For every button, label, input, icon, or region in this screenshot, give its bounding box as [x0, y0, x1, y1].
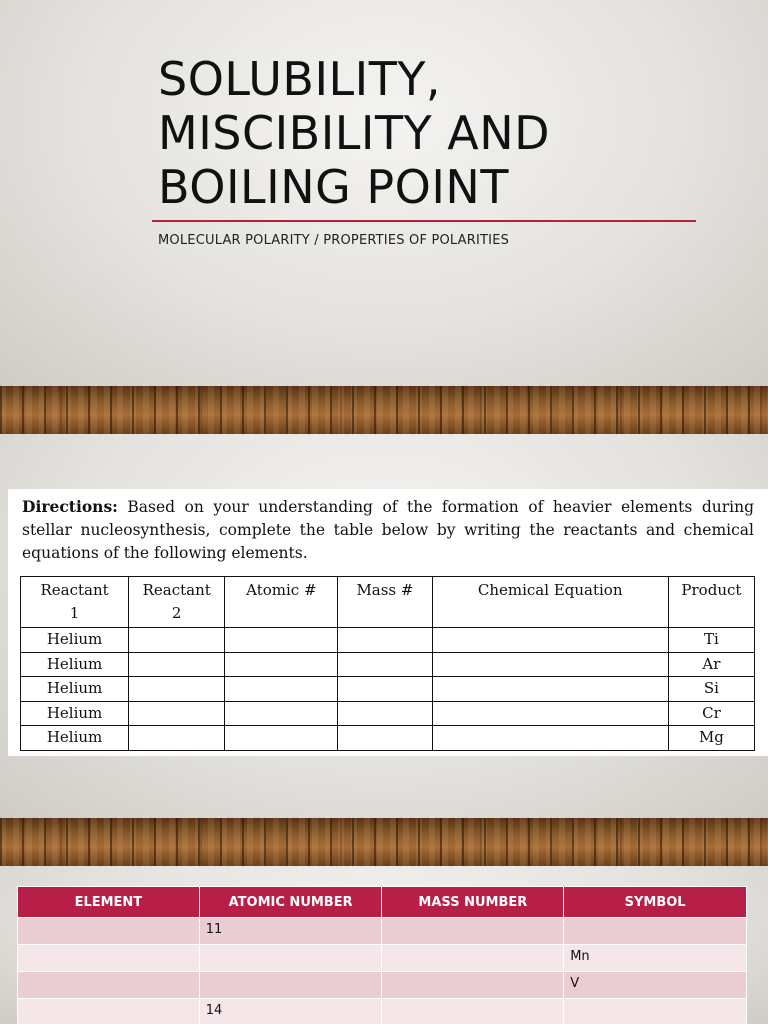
- table-cell: [225, 701, 338, 726]
- table-cell: [129, 652, 225, 677]
- table-row: [21, 701, 755, 726]
- col-header: Reactant 1: [21, 577, 129, 628]
- title-line-1: SOLUBILITY,: [158, 52, 442, 106]
- wood-floor-divider: [0, 386, 768, 434]
- directions-label: Directions:: [22, 497, 118, 516]
- table-cell: [199, 972, 382, 999]
- table-cell: [564, 918, 747, 945]
- table-row: [18, 945, 747, 972]
- table-row: [18, 918, 747, 945]
- wood-floor-divider: [0, 818, 768, 866]
- worksheet-slide: [0, 434, 768, 818]
- table-cell: [18, 972, 200, 999]
- table-cell: [338, 677, 432, 702]
- title-slide: [0, 0, 768, 386]
- table-cell: [338, 652, 432, 677]
- table-cell: Helium: [21, 652, 129, 677]
- table-cell: [432, 726, 668, 751]
- table-cell: [129, 726, 225, 751]
- col-header: ELEMENT: [18, 887, 200, 918]
- table-header-row: [21, 577, 755, 628]
- table-cell: [382, 999, 564, 1024]
- col-header: ATOMIC NUMBER: [199, 887, 382, 918]
- col-header: MASS NUMBER: [382, 887, 564, 918]
- col-header: Reactant 2: [129, 577, 225, 628]
- element-table-slide: [0, 866, 768, 1024]
- table-row: [21, 726, 755, 751]
- table-cell: [382, 945, 564, 972]
- table-cell: [432, 701, 668, 726]
- col-header: Mass #: [338, 577, 432, 628]
- table-cell: [225, 652, 338, 677]
- table-cell: [564, 999, 747, 1024]
- table-cell: V: [564, 972, 747, 999]
- table-row: [21, 677, 755, 702]
- slide-title: [158, 52, 718, 214]
- directions-body: Based on your understanding of the formation of heavier elements during stellar nucleosynthesis, complete the table below by writing the reactants and chemical equations of the following elements.: [22, 498, 754, 562]
- col-header: Product: [668, 577, 754, 628]
- table-cell: Si: [668, 677, 754, 702]
- directions-text: [22, 495, 754, 565]
- table-cell: Helium: [21, 677, 129, 702]
- table-cell: [225, 726, 338, 751]
- table-header-row: [18, 887, 747, 918]
- table-cell: 11: [199, 918, 382, 945]
- table-cell: [225, 677, 338, 702]
- table-cell: [338, 628, 432, 653]
- table-cell: Mn: [564, 945, 747, 972]
- table-cell: [432, 652, 668, 677]
- col-header: Atomic #: [225, 577, 338, 628]
- element-table: [17, 886, 747, 1024]
- col-header: Chemical Equation: [432, 577, 668, 628]
- table-cell: Helium: [21, 701, 129, 726]
- table-cell: 14: [199, 999, 382, 1024]
- table-cell: [18, 945, 200, 972]
- title-line-2: MISCIBILITY AND: [158, 106, 551, 160]
- table-cell: [18, 918, 200, 945]
- table-cell: [432, 677, 668, 702]
- table-cell: Mg: [668, 726, 754, 751]
- table-cell: [432, 628, 668, 653]
- table-cell: [199, 945, 382, 972]
- slide-subtitle: MOLECULAR POLARITY / PROPERTIES OF POLARITIES: [158, 233, 510, 248]
- nucleosynthesis-table: [20, 576, 755, 751]
- table-cell: [18, 999, 200, 1024]
- table-cell: Helium: [21, 726, 129, 751]
- table-cell: Cr: [668, 701, 754, 726]
- table-cell: Helium: [21, 628, 129, 653]
- col-header: SYMBOL: [564, 887, 747, 918]
- table-row: [18, 972, 747, 999]
- table-cell: [129, 628, 225, 653]
- title-line-3: BOILING POINT: [158, 160, 509, 214]
- table-row: [18, 999, 747, 1024]
- worksheet-image: [8, 489, 768, 756]
- table-cell: [129, 677, 225, 702]
- table-row: [21, 628, 755, 653]
- table-cell: Ar: [668, 652, 754, 677]
- table-cell: [129, 701, 225, 726]
- table-cell: [382, 972, 564, 999]
- title-divider: [152, 220, 696, 222]
- table-cell: [225, 628, 338, 653]
- table-cell: [382, 918, 564, 945]
- table-cell: Ti: [668, 628, 754, 653]
- table-row: [21, 652, 755, 677]
- table-cell: [338, 726, 432, 751]
- table-cell: [338, 701, 432, 726]
